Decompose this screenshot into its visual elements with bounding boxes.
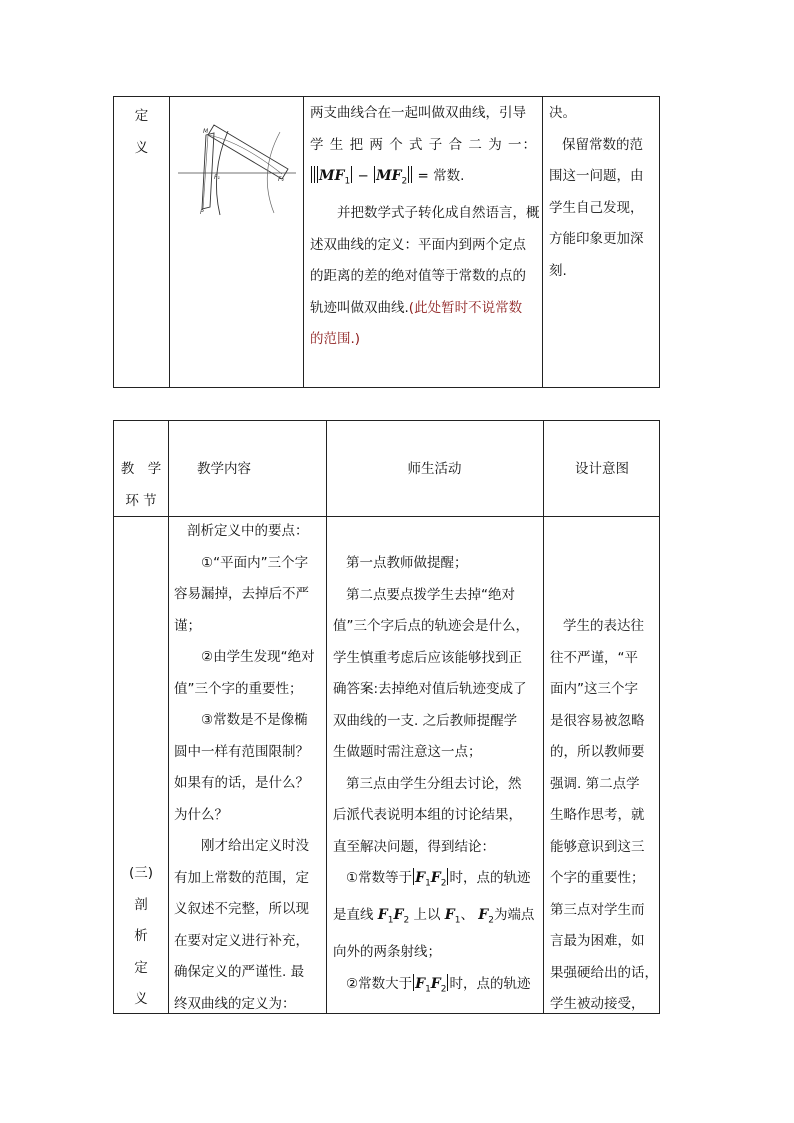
intent-cell — [550, 611, 658, 1021]
note-red: (此处暂时不说常数 — [408, 299, 523, 316]
label-f1: F₁ — [214, 174, 220, 181]
column-divider — [543, 421, 544, 1013]
intent-line: 方能印象更加深 — [549, 231, 644, 247]
content-line: 如果有的话，是什么？ — [174, 775, 309, 791]
activity-cell — [333, 548, 541, 1006]
activity-line: 生做题时需注意这一点； — [333, 744, 482, 760]
content-line: 容易漏掉，去掉后不严 — [174, 586, 309, 602]
intent-line: 学生自己发现， — [549, 199, 644, 216]
intent-line: 决。 — [549, 105, 576, 121]
column-divider — [326, 421, 327, 1013]
ruler — [208, 125, 288, 179]
content-line: 刚才给出定义时没 — [201, 838, 309, 854]
label-p: P — [200, 209, 204, 216]
activity-line: 并把数学式子转化成自然语言，概 — [337, 205, 540, 222]
intent-line: 强调. 第二点学 — [550, 775, 640, 792]
activity-line: 学生慎重考虑后应该能够找到正 — [333, 649, 522, 666]
header-intent: 设计意图 — [575, 461, 629, 477]
column-divider — [303, 97, 304, 387]
content-cell — [174, 516, 324, 1020]
header-stage-line: 环 节 — [125, 492, 157, 509]
conclusion-line: ②常数大于 $F_1F_2$ 时，点的轨迹 — [346, 975, 531, 995]
column-divider — [168, 421, 169, 1013]
activity-line: 的距离的差的绝对值等于常数的点的 — [310, 268, 526, 285]
activity-line: 值”三个字后点的轨迹会是什么， — [333, 618, 529, 634]
content-line: 义叙述不完整，所以现 — [174, 901, 309, 917]
header-stage — [114, 424, 168, 517]
header-stage-line: 教 学 — [120, 461, 162, 477]
activity-line: 直至解决问题，得到结论： — [333, 838, 495, 855]
intent-line: 围这一问题，由 — [549, 168, 644, 184]
activity-line: 轨迹叫做双曲线.(此处暂时不说常数 — [310, 299, 523, 316]
stage-line: 析 — [134, 928, 148, 944]
content-line: 剖析定义中的要点： — [187, 523, 309, 539]
activity-line: 第一点教师做提醒； — [346, 555, 468, 571]
formula-line: $MF_1 - MF_2$ = 常数. — [310, 161, 536, 198]
activity-line: 确答案:去掉绝对值后轨迹变成了 — [333, 681, 527, 697]
intent-line: 刻. — [549, 262, 567, 279]
activity-cell — [310, 98, 540, 356]
label-m: M — [203, 128, 209, 135]
stage-char: 定 — [134, 108, 149, 124]
label-f2: F₂ — [278, 176, 284, 183]
activity-line: 双曲线的一支. 之后教师提醒学 — [333, 712, 518, 729]
conclusion-line: 是直线 $F_1F_2$ 上以 $F_1$、 $F_2$为端点 — [333, 907, 535, 926]
activity-line: 后派代表说明本组的讨论结果， — [333, 807, 522, 823]
intent-line: 第三点对学生而 — [550, 901, 645, 918]
intent-line: 能够意识到这三 — [550, 838, 645, 855]
content-line: 在要对定义进行补充， — [174, 932, 309, 949]
stage-char: 义 — [134, 139, 149, 156]
stage-line: (三) — [128, 865, 154, 881]
conclusion-line: ①常数等于 $F_1F_2$ 时，点的轨迹 — [346, 870, 531, 889]
header-activity: 师生活动 — [407, 461, 462, 477]
stage-line: 定 — [134, 959, 148, 976]
stage-line: 剖 — [134, 896, 148, 913]
content-line: 终双曲线的定义为： — [174, 995, 296, 1012]
stage-cell — [114, 101, 169, 164]
activity-line: 第二点要点拨学生去掉“绝对 — [346, 586, 515, 603]
hyperbola-diagram — [170, 97, 303, 217]
intent-line: 言最为困难，如 — [550, 933, 645, 949]
content-line: 谨； — [174, 617, 201, 634]
header-content: 教学内容 — [197, 461, 251, 477]
intent-line: 个字的重要性； — [550, 870, 645, 886]
definition-table-top — [113, 96, 660, 388]
figure-cell — [170, 97, 303, 217]
content-line: 确保定义的严谨性. 最 — [174, 964, 305, 980]
intent-line: 学生的表达往 — [563, 618, 644, 634]
intent-line: 保留常数的范 — [562, 136, 643, 153]
note-red: 的范围.) — [310, 331, 361, 348]
content-line: 有加上常数的范围，定 — [174, 869, 309, 886]
intent-line: 生略作思考，就 — [550, 807, 645, 823]
intent-line: 往不严谨，“平 — [550, 649, 638, 666]
intent-line: 学生被动接受， — [550, 996, 645, 1012]
activity-line: 学 生 把 两 个 式 子 合 二 为 一： — [310, 136, 536, 153]
stage-cell — [114, 858, 168, 1016]
activity-line: 第三点由学生分组去讨论，然 — [346, 775, 522, 792]
hyperbola-branch — [267, 132, 280, 213]
content-line: 值”三个字的重要性； — [174, 680, 303, 697]
teaching-table — [113, 420, 660, 1014]
intent-line: 果强硬给出的话， — [550, 964, 658, 981]
content-line: ①“平面内”三个字 — [201, 554, 309, 571]
content-line: 为什么？ — [174, 806, 228, 823]
activity-line: 述双曲线的定义：平面内到两个定点 — [310, 236, 526, 253]
conclusion-line: 向外的两条射线； — [333, 944, 441, 961]
intent-line: 的，所以教师要 — [550, 744, 645, 760]
intent-line: 面内”这三个字 — [550, 681, 638, 697]
intent-line: 是很容易被忽略 — [550, 712, 645, 729]
content-line: ②由学生发现“绝对 — [201, 649, 315, 665]
column-divider — [542, 97, 543, 387]
intent-cell — [549, 98, 659, 287]
content-line: ③常数是不是像椭 — [201, 712, 308, 728]
stage-line: 义 — [134, 991, 148, 1007]
content-line: 圆中一样有范围限制？ — [174, 743, 309, 760]
activity-line: 两支曲线合在一起叫做双曲线，引导 — [310, 105, 526, 121]
